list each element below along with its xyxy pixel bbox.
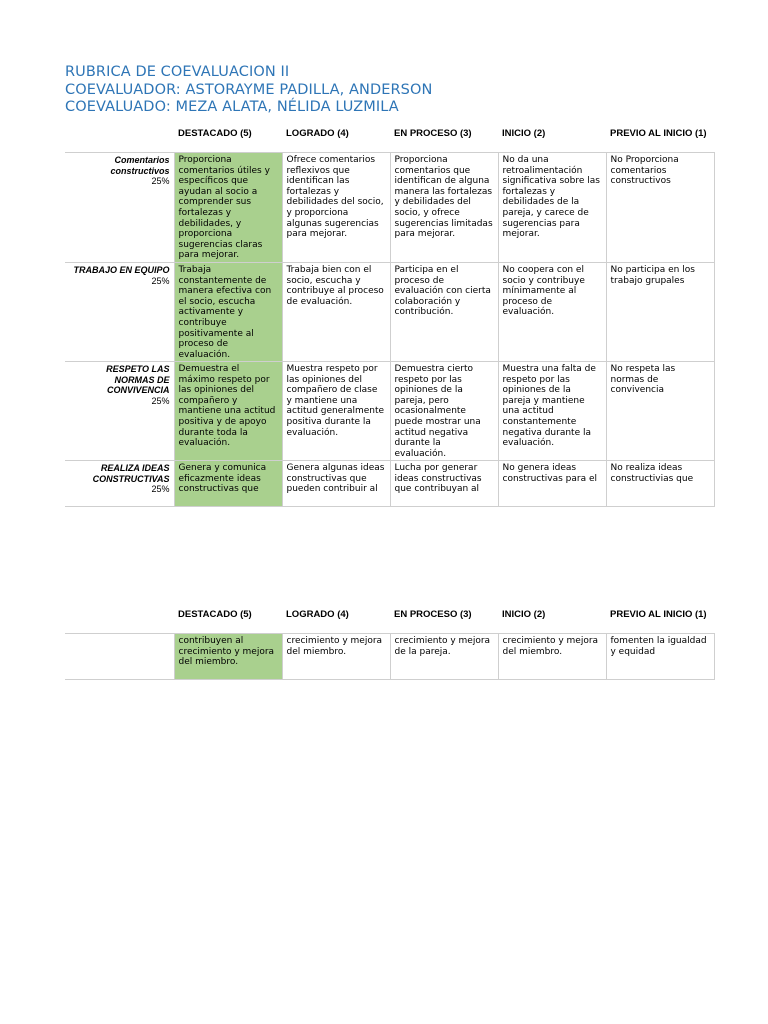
header-en-proceso: EN PROCESO (3) [390, 607, 498, 634]
criterion-cell [65, 263, 174, 362]
level-3-cell: Participa en el proceso de evaluación con cierta colaboración y contribución. [390, 263, 498, 362]
header-inicio: INICIO (2) [498, 126, 606, 153]
criterion-cell [65, 634, 174, 680]
rubric-table-2 [65, 607, 715, 680]
level-5-cell: Genera y comunica eficazmente ideas constructivas que [174, 461, 282, 507]
level-1-cell: fomenten la igualdad y equidad [606, 634, 714, 680]
criterion-weight: 25% [151, 484, 170, 494]
level-1-cell: No respeta las normas de convivencia [606, 362, 714, 461]
header-empty [65, 607, 174, 634]
table-row [65, 153, 714, 263]
level-4-cell: crecimiento y mejora del miembro. [282, 634, 390, 680]
level-5-cell: contribuyen al crecimiento y mejora del miembro. [174, 634, 282, 680]
header-logrado: LOGRADO (4) [282, 126, 390, 153]
criterion-weight: 25% [151, 395, 170, 406]
criterion-weight: 25% [151, 275, 170, 286]
criterion-name: TRABAJO EN EQUIPO [73, 265, 170, 275]
criterion-cell [65, 153, 174, 263]
level-3-cell: crecimiento y mejora de la pareja. [390, 634, 498, 680]
criterion-name: Comentarios constructivos [110, 155, 170, 176]
header-destacado: DESTACADO (5) [174, 607, 282, 634]
criterion-name: RESPETO LAS NORMAS DE CONVIVENCIA [106, 364, 170, 395]
evaluated-line: COEVALUADO: MEZA ALATA, NÉLIDA LUZMILA [65, 99, 399, 115]
table-row [65, 461, 714, 507]
table-row [65, 362, 714, 461]
level-1-cell: No participa en los trabajo grupales [606, 263, 714, 362]
level-3-cell: Proporciona comentarios que identifican de alguna manera las fortalezas y debilidades del socio, y ofrece sugerencias limitadas para mejorar. [390, 153, 498, 263]
criterion-cell [65, 362, 174, 461]
level-2-cell: No genera ideas constructivas para el [498, 461, 606, 507]
header-empty [65, 126, 174, 153]
level-2-cell: crecimiento y mejora del miembro. [498, 634, 606, 680]
level-2-cell: No coopera con el socio y contribuye mínimamente al proceso de evaluación. [498, 263, 606, 362]
table-row [65, 263, 714, 362]
level-2-cell: Muestra una falta de respeto por las opiniones de la pareja y mantiene una actitud constantemente negativa durante la evaluación. [498, 362, 606, 461]
level-5-cell: Demuestra el máximo respeto por las opiniones del compañero y mantiene una actitud positiva y de apoyo durante toda la evaluación. [174, 362, 282, 461]
criterion-cell [65, 461, 174, 507]
level-4-cell: Trabaja bien con el socio, escucha y contribuye al proceso de evaluación. [282, 263, 390, 362]
header-previo: PREVIO AL INICIO (1) [606, 607, 714, 634]
header-logrado: LOGRADO (4) [282, 607, 390, 634]
level-1-cell: No Proporciona comentarios constructivos [606, 153, 714, 263]
level-2-cell: No da una retroalimentación significativa sobre las fortalezas y debilidades de la pareja, y carece de sugerencias para mejorar. [498, 153, 606, 263]
rubric-title: RUBRICA DE COEVALUACION II [65, 64, 290, 80]
level-4-cell: Genera algunas ideas constructivas que pueden contribuir al [282, 461, 390, 507]
criterion-weight: 25% [151, 176, 170, 186]
level-5-cell: Trabaja constantemente de manera efectiva con el socio, escucha activamente y contribuye positivamente al proceso de evaluación. [174, 263, 282, 362]
header-destacado: DESTACADO (5) [174, 126, 282, 153]
level-1-cell: No realiza ideas constructivias que [606, 461, 714, 507]
level-3-cell: Lucha por generar ideas constructivas que contribuyan al [390, 461, 498, 507]
table-row [65, 634, 714, 680]
level-5-cell: Proporciona comentarios útiles y específicos que ayudan al socio a comprender sus fortalezas y debilidades, y proporciona sugerencias claras para mejorar. [174, 153, 282, 263]
document-title-block [65, 64, 705, 117]
level-4-cell: Muestra respeto por las opiniones del compañero de clase y mantiene una actitud generalmente positiva durante la evaluación. [282, 362, 390, 461]
table-header-row [65, 607, 714, 634]
table-header-row [65, 126, 714, 153]
level-3-cell: Demuestra cierto respeto por las opiniones de la pareja, pero ocasionalmente puede mostrar una actitud negativa durante la evaluación. [390, 362, 498, 461]
header-en-proceso: EN PROCESO (3) [390, 126, 498, 153]
header-previo: PREVIO AL INICIO (1) [606, 126, 714, 153]
rubric-table-1 [65, 126, 715, 507]
header-inicio: INICIO (2) [498, 607, 606, 634]
level-4-cell: Ofrece comentarios reflexivos que identifican las fortalezas y debilidades del socio, y proporciona algunas sugerencias para mejorar. [282, 153, 390, 263]
criterion-name: REALIZA IDEAS CONSTRUCTIVAS [92, 463, 170, 484]
evaluator-line: COEVALUADOR: ASTORAYME PADILLA, ANDERSON [65, 81, 433, 98]
